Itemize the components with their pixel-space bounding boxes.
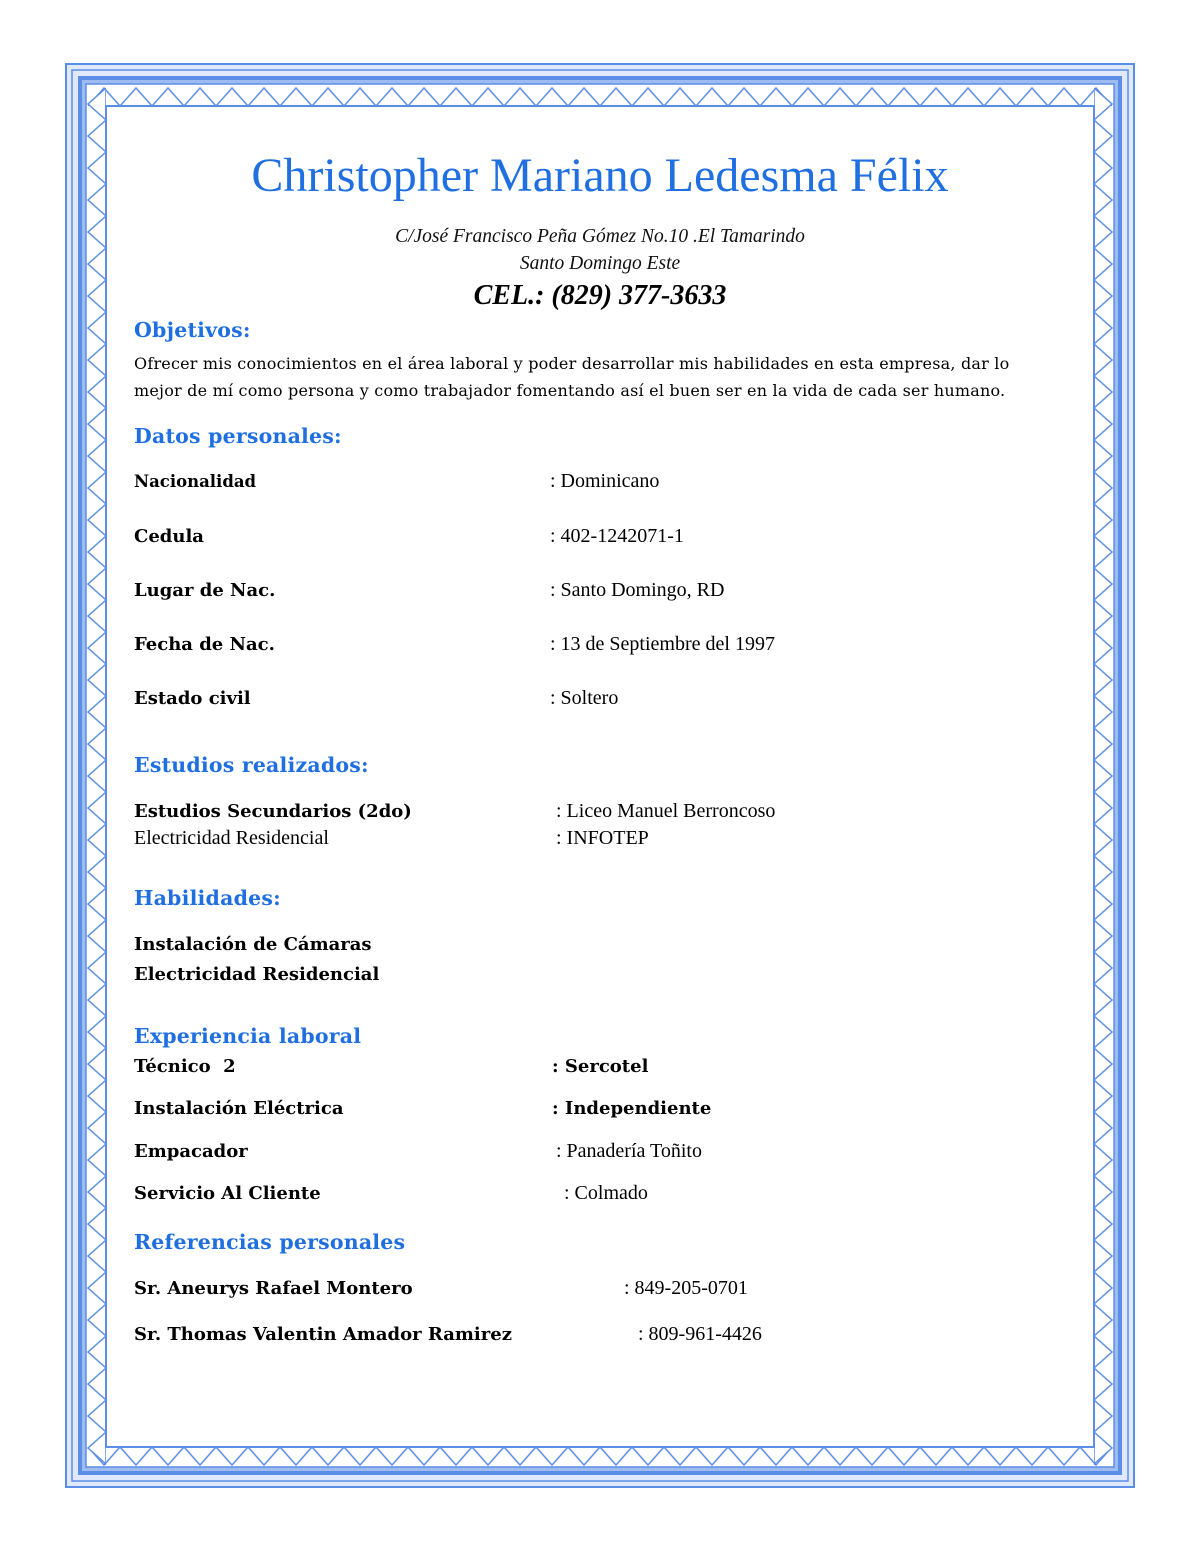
datos-label: Cedula — [134, 526, 204, 547]
estudios-label: Estudios Secundarios (2do) — [134, 801, 412, 822]
datos-value: : Dominicano — [550, 470, 660, 492]
estudios-value: : Liceo Manuel Berroncoso — [556, 800, 776, 822]
datos-label: Lugar de Nac. — [134, 580, 276, 601]
objetivos-text: Ofrecer mis conocimientos en el área laboral y poder desarrollar mis habilidades en esta empresa, dar lo mejor de mí como persona y como trabajador fomentando así el buen ser en la vida de cada ser humano. — [134, 354, 1010, 400]
estudios-value: : INFOTEP — [556, 827, 649, 849]
experiencia-label: Técnico 2 — [134, 1056, 236, 1077]
experiencia-heading: Experiencia laboral — [134, 1024, 362, 1048]
referencia-name: Sr. Thomas Valentin Amador Ramirez — [134, 1324, 512, 1345]
habilidades-heading: Habilidades: — [134, 886, 281, 910]
estudios-heading: Estudios realizados: — [134, 753, 369, 777]
estudios-label: Electricidad Residencial — [134, 827, 329, 849]
experiencia-value: : Panadería Toñito — [556, 1140, 702, 1162]
referencia-name: Sr. Aneurys Rafael Montero — [134, 1278, 413, 1299]
datos-label: Estado civil — [134, 688, 251, 709]
experiencia-label: Servicio Al Cliente — [134, 1183, 321, 1204]
datos-label: Nacionalidad — [134, 472, 257, 491]
address-line-2: Santo Domingo Este — [519, 253, 681, 274]
candidate-name: Christopher Mariano Ledesma Félix — [251, 149, 949, 202]
datos-value: : Soltero — [550, 687, 619, 709]
experiencia-value: : Sercotel — [552, 1056, 649, 1077]
referencia-phone: : 849-205-0701 — [624, 1277, 748, 1299]
datos-value: : Santo Domingo, RD — [550, 579, 725, 601]
experiencia-label: Empacador — [134, 1141, 248, 1162]
datos-value: : 13 de Septiembre del 1997 — [550, 633, 775, 655]
referencia-phone: : 809-961-4426 — [638, 1323, 762, 1345]
experiencia-label: Instalación Eléctrica — [134, 1098, 344, 1119]
habilidad-item: Instalación de Cámaras — [134, 934, 372, 955]
resume-content — [110, 110, 1090, 1445]
phone-number: CEL.: (829) 377-3633 — [473, 280, 727, 311]
habilidad-item: Electricidad Residencial — [134, 964, 380, 985]
referencias-heading: Referencias personales — [134, 1230, 406, 1254]
datos-personales-heading: Datos personales: — [134, 424, 342, 448]
objetivos-heading: Objetivos: — [134, 318, 251, 342]
datos-label: Fecha de Nac. — [134, 634, 275, 655]
datos-value: : 402-1242071-1 — [550, 525, 684, 547]
experiencia-value: : Colmado — [564, 1182, 648, 1204]
address-line-1: C/José Francisco Peña Gómez No.10 .El Tamarindo — [395, 226, 805, 247]
experiencia-value: : Independiente — [552, 1098, 712, 1119]
